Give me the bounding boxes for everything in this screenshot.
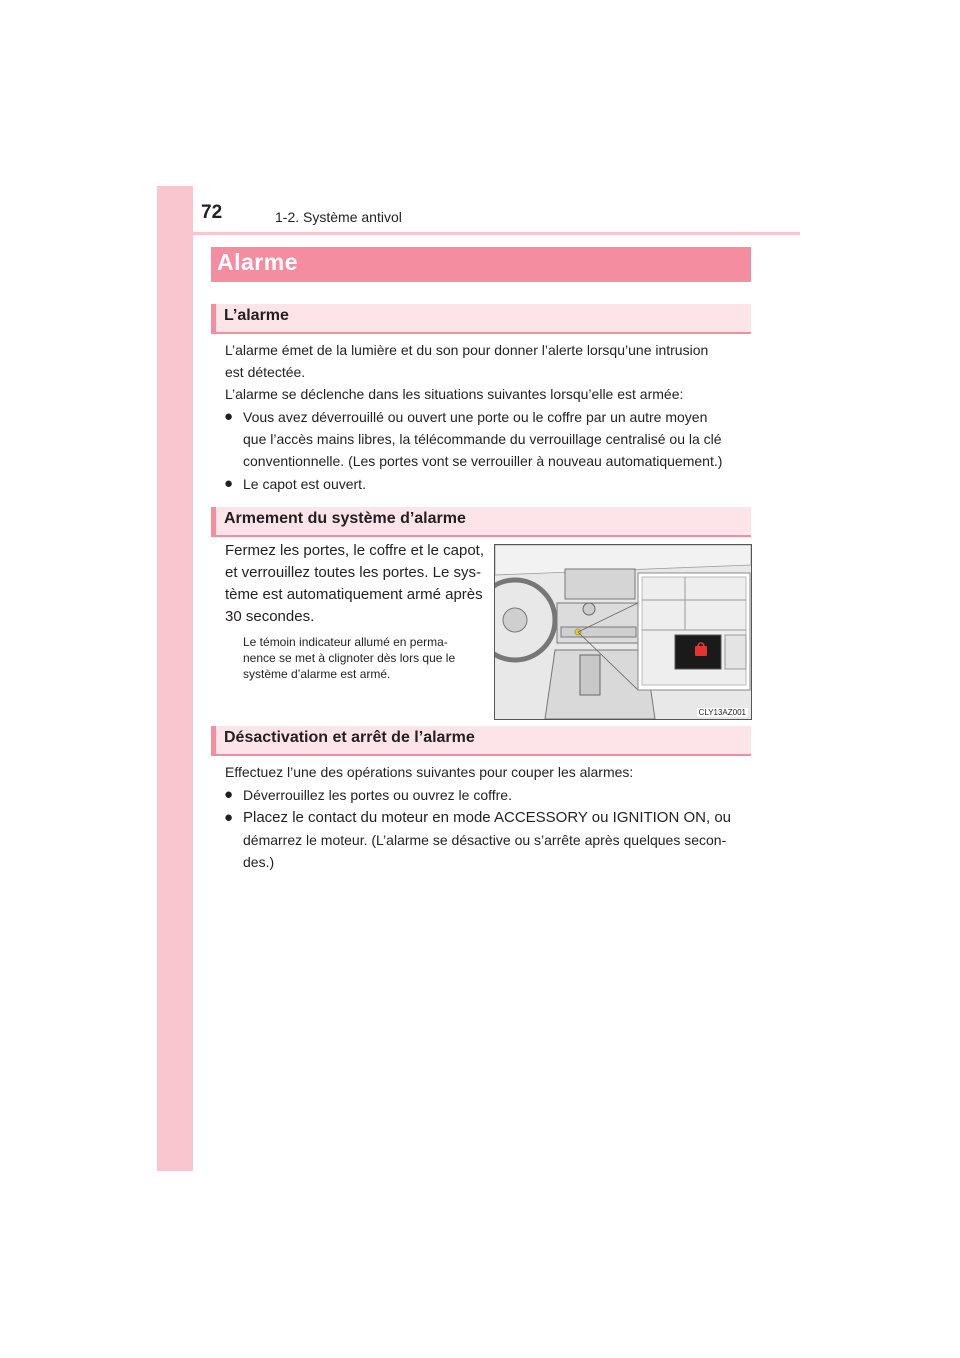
section-heading-text: Armement du système d’alarme: [224, 510, 466, 527]
alarm-intro-line-1: L’alarme émet de la lumière et du son pour donner l’alerte lorsqu’une intrusion: [225, 342, 709, 358]
alarm-bullet-1-line-3: conventionnelle. (Les portes vont se verrouiller à nouveau automatiquement.): [243, 453, 723, 469]
alarm-intro-line-2: est détectée.: [225, 364, 306, 380]
bullet-icon: ●: [224, 408, 234, 425]
arming-text-line-1: Fermez les portes, le coffre et le capot,: [225, 542, 485, 559]
alarm-bullet-2: Le capot est ouvert.: [243, 476, 366, 492]
page-title-banner: [211, 247, 751, 282]
note-line-2: nence se met à clignoter dès lors que le: [243, 651, 456, 665]
disarm-intro: Effectuez l’une des opérations suivantes pour couper les alarmes:: [225, 764, 634, 780]
disarm-bullet-2-line-2: démarrez le moteur. (L’alarme se désactive ou s’arrête après quelques secon-: [243, 832, 727, 848]
bullet-icon: ●: [224, 475, 234, 492]
note-line-3: système d’alarme est armé.: [243, 667, 391, 681]
disarm-bullet-2-line-3: des.): [243, 854, 275, 870]
alarm-bullet-1-line-2: que l’accès mains libres, la télécommande du verrouillage centralisé ou la clé: [243, 431, 722, 447]
section-heading-text: Désactivation et arrêt de l’alarme: [224, 729, 475, 746]
header-divider: [157, 232, 800, 235]
bullet-icon: ●: [224, 786, 234, 803]
section-heading-alarm: [211, 304, 751, 334]
bullet-icon: ●: [224, 809, 234, 826]
figure-code: CLY13AZ001: [698, 708, 746, 717]
arming-text-line-2: et verrouillez toutes les portes. Le sys-: [225, 564, 481, 581]
section-heading-disarm: [211, 726, 751, 756]
page-number: 72: [201, 202, 223, 223]
chapter-title: 1-2. Système antivol: [275, 209, 402, 225]
alarm-conditions-intro: L’alarme se déclenche dans les situations suivantes lorsqu’elle est armée:: [225, 386, 684, 402]
dashboard-illustration: [494, 544, 752, 720]
note-line-1: Le témoin indicateur allumé en perma-: [243, 635, 448, 649]
page-sidebar-tab: [157, 186, 193, 1171]
section-heading-text: L’alarme: [224, 307, 289, 324]
disarm-bullet-1: Déverrouillez les portes ou ouvrez le coffre.: [243, 787, 512, 803]
alarm-bullet-1-line-1: Vous avez déverrouillé ou ouvert une porte ou le coffre par un autre moyen: [243, 409, 708, 425]
indicator-note: [243, 634, 483, 682]
arming-text-line-3: tème est automatiquement armé après: [225, 586, 483, 603]
arming-text-line-4: 30 secondes.: [225, 608, 315, 625]
disarm-bullet-2-line-1: Placez le contact du moteur en mode ACCESSORY ou IGNITION ON, ou: [243, 809, 731, 826]
section-heading-arming: [211, 507, 751, 537]
page-title: Alarme: [217, 249, 298, 275]
